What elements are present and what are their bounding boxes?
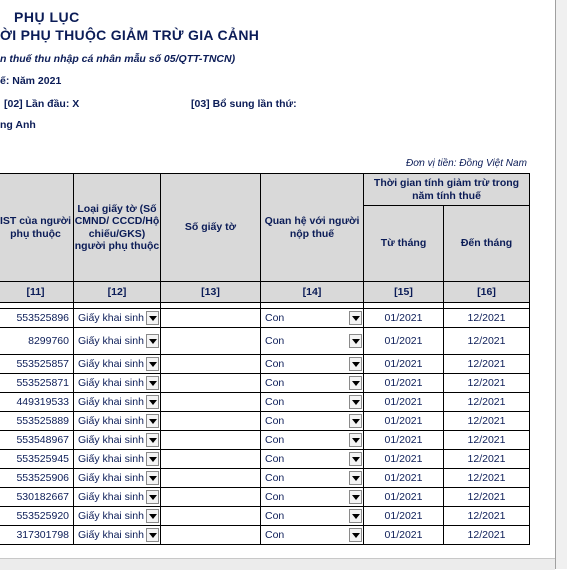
mst-cell[interactable]: 553548967: [0, 431, 74, 450]
doc-type-cell: [74, 393, 161, 412]
doc-type-cell: [74, 355, 161, 374]
relation-dropdown[interactable]: [261, 526, 363, 544]
table-row: [0, 309, 530, 328]
vertical-scrollbar[interactable]: [555, 0, 567, 569]
relation-value: Con: [265, 434, 285, 446]
relation-value: Con: [265, 510, 285, 522]
relation-dropdown[interactable]: [261, 469, 363, 487]
dropdown-arrow-icon[interactable]: [146, 433, 159, 447]
table-row: [0, 412, 530, 431]
mst-cell[interactable]: 553525906: [0, 469, 74, 488]
from-month-cell[interactable]: 01/2021: [364, 431, 444, 450]
doc-type-cell: [74, 374, 161, 393]
doc-no-cell[interactable]: [161, 507, 261, 526]
from-month-cell[interactable]: 01/2021: [364, 507, 444, 526]
relation-dropdown[interactable]: [261, 507, 363, 525]
relation-value: Con: [265, 472, 285, 484]
relation-cell: [261, 328, 364, 355]
mst-cell[interactable]: 553525920: [0, 507, 74, 526]
doc-type-cell: [74, 526, 161, 545]
doc-type-value: Giấy khai sinh: [78, 453, 144, 465]
doc-type-dropdown[interactable]: [74, 526, 160, 544]
table-row: [0, 488, 530, 507]
relation-value: Con: [265, 415, 285, 427]
relation-cell: [261, 374, 364, 393]
dropdown-arrow-icon[interactable]: [146, 471, 159, 485]
mst-cell[interactable]: 553525857: [0, 355, 74, 374]
from-month-cell[interactable]: 01/2021: [364, 526, 444, 545]
doc-type-cell: [74, 507, 161, 526]
table-row: [0, 526, 530, 545]
col-code: [11]: [0, 282, 74, 303]
doc-no-cell[interactable]: [161, 526, 261, 545]
appendix-label: PHỤ LỤC: [14, 9, 80, 25]
table-row: [0, 374, 530, 393]
doc-no-cell[interactable]: [161, 488, 261, 507]
doc-type-value: Giấy khai sinh: [78, 472, 144, 484]
doc-no-cell[interactable]: [161, 412, 261, 431]
dropdown-arrow-icon[interactable]: [349, 509, 362, 523]
doc-type-value: Giấy khai sinh: [78, 335, 144, 347]
mst-cell[interactable]: 553525871: [0, 374, 74, 393]
relation-cell: [261, 488, 364, 507]
dropdown-arrow-icon[interactable]: [349, 395, 362, 409]
mst-cell[interactable]: 8299760: [0, 328, 74, 355]
col-code: [12]: [74, 282, 161, 303]
relation-cell: [261, 412, 364, 431]
relation-dropdown[interactable]: [261, 332, 363, 350]
to-month-cell[interactable]: 12/2021: [444, 431, 530, 450]
mst-cell[interactable]: 553525945: [0, 450, 74, 469]
to-month-cell[interactable]: 12/2021: [444, 309, 530, 328]
doc-no-cell[interactable]: [161, 328, 261, 355]
dropdown-arrow-icon[interactable]: [146, 452, 159, 466]
col-code: [15]: [364, 282, 444, 303]
doc-no-cell[interactable]: [161, 450, 261, 469]
doc-type-value: Giấy khai sinh: [78, 312, 144, 324]
dropdown-arrow-icon[interactable]: [146, 311, 159, 325]
to-month-cell[interactable]: 12/2021: [444, 412, 530, 431]
col-code: [14]: [261, 282, 364, 303]
form-title: ỜI PHỤ THUỘC GIẢM TRỪ GIA CẢNH: [0, 27, 260, 43]
dropdown-arrow-icon[interactable]: [349, 334, 362, 348]
relation-cell: [261, 526, 364, 545]
doc-type-dropdown[interactable]: [74, 393, 160, 411]
doc-type-dropdown[interactable]: [74, 507, 160, 525]
to-month-cell[interactable]: 12/2021: [444, 393, 530, 412]
tax-period: ế: Năm 2021: [0, 75, 62, 87]
table-row: [0, 393, 530, 412]
relation-value: Con: [265, 529, 285, 541]
first-time-field: [02] Lần đầu: X: [4, 98, 80, 110]
relation-value: Con: [265, 377, 285, 389]
dropdown-arrow-icon[interactable]: [146, 414, 159, 428]
dropdown-arrow-icon[interactable]: [349, 357, 362, 371]
relation-value: Con: [265, 312, 285, 324]
relation-dropdown[interactable]: [261, 450, 363, 468]
doc-type-cell: [74, 431, 161, 450]
relation-dropdown[interactable]: [261, 355, 363, 373]
col-header-doc-no: Số giấy tờ: [161, 174, 261, 282]
relation-dropdown[interactable]: [261, 412, 363, 430]
doc-type-dropdown[interactable]: [74, 355, 160, 373]
doc-type-dropdown[interactable]: [74, 450, 160, 468]
mst-cell[interactable]: 553525889: [0, 412, 74, 431]
dropdown-arrow-icon[interactable]: [146, 490, 159, 504]
mst-cell[interactable]: 449319533: [0, 393, 74, 412]
doc-type-value: Giấy khai sinh: [78, 434, 144, 446]
col-header-from: Từ tháng: [364, 206, 444, 282]
col-header-relation: Quan hệ với người nộp thuế: [261, 174, 364, 282]
dropdown-arrow-icon[interactable]: [349, 414, 362, 428]
col-code: [16]: [444, 282, 530, 303]
from-month-cell[interactable]: 01/2021: [364, 412, 444, 431]
relation-value: Con: [265, 358, 285, 370]
relation-cell: [261, 309, 364, 328]
relation-value: Con: [265, 396, 285, 408]
to-month-cell[interactable]: 12/2021: [444, 450, 530, 469]
doc-type-dropdown[interactable]: [74, 431, 160, 449]
doc-type-dropdown[interactable]: [74, 332, 160, 350]
relation-dropdown[interactable]: [261, 309, 363, 327]
doc-type-value: Giấy khai sinh: [78, 396, 144, 408]
relation-cell: [261, 507, 364, 526]
relation-cell: [261, 431, 364, 450]
doc-type-dropdown[interactable]: [74, 469, 160, 487]
col-header-doc-type: Loại giấy tờ (Số CMND/ CCCD/Hộ chiếu/GKS) người phụ thuộc: [74, 174, 161, 282]
dropdown-arrow-icon[interactable]: [146, 528, 159, 542]
doc-type-dropdown[interactable]: [74, 488, 160, 506]
doc-type-cell: [74, 469, 161, 488]
relation-dropdown[interactable]: [261, 431, 363, 449]
relation-cell: [261, 469, 364, 488]
mst-cell[interactable]: 530182667: [0, 488, 74, 507]
doc-type-value: Giấy khai sinh: [78, 491, 144, 503]
from-month-cell[interactable]: 01/2021: [364, 393, 444, 412]
relation-value: Con: [265, 491, 285, 503]
relation-cell: [261, 450, 364, 469]
dropdown-arrow-icon[interactable]: [349, 311, 362, 325]
dropdown-arrow-icon[interactable]: [349, 376, 362, 390]
doc-type-cell: [74, 328, 161, 355]
supplement-field: [03] Bổ sung lần thứ:: [191, 98, 297, 110]
doc-type-value: Giấy khai sinh: [78, 358, 144, 370]
to-month-cell[interactable]: 12/2021: [444, 469, 530, 488]
table-row: [0, 355, 530, 374]
dropdown-arrow-icon[interactable]: [146, 334, 159, 348]
doc-type-cell: [74, 450, 161, 469]
currency-unit: Đơn vị tiền: Đồng Việt Nam: [406, 158, 527, 169]
doc-no-cell[interactable]: [161, 393, 261, 412]
relation-cell: [261, 355, 364, 374]
to-month-cell[interactable]: 12/2021: [444, 355, 530, 374]
from-month-cell[interactable]: 01/2021: [364, 328, 444, 355]
table-row: [0, 469, 530, 488]
relation-cell: [261, 393, 364, 412]
dropdown-arrow-icon[interactable]: [349, 452, 362, 466]
table-row: [0, 450, 530, 469]
dependents-table: [0, 173, 530, 545]
dropdown-arrow-icon[interactable]: [349, 471, 362, 485]
doc-type-dropdown[interactable]: [74, 309, 160, 327]
horizontal-scrollbar[interactable]: [0, 558, 555, 570]
col-header-mst: IST của người phụ thuộc: [0, 174, 74, 282]
dropdown-arrow-icon[interactable]: [349, 528, 362, 542]
relation-dropdown[interactable]: [261, 374, 363, 392]
from-month-cell[interactable]: 01/2021: [364, 374, 444, 393]
form-subtitle: n thuế thu nhập cá nhân mẫu số 05/QTT-TNCN): [0, 53, 236, 65]
doc-type-cell: [74, 309, 161, 328]
table-row: [0, 431, 530, 450]
to-month-cell[interactable]: 12/2021: [444, 526, 530, 545]
mst-cell[interactable]: 317301798: [0, 526, 74, 545]
relation-value: Con: [265, 453, 285, 465]
dropdown-arrow-icon[interactable]: [349, 433, 362, 447]
dropdown-arrow-icon[interactable]: [146, 357, 159, 371]
from-month-cell[interactable]: 01/2021: [364, 469, 444, 488]
relation-value: Con: [265, 335, 285, 347]
doc-type-cell: [74, 488, 161, 507]
from-month-cell[interactable]: 01/2021: [364, 309, 444, 328]
doc-type-value: Giấy khai sinh: [78, 510, 144, 522]
to-month-cell[interactable]: 12/2021: [444, 328, 530, 355]
doc-type-cell: [74, 412, 161, 431]
doc-type-value: Giấy khai sinh: [78, 529, 144, 541]
dropdown-arrow-icon[interactable]: [146, 395, 159, 409]
col-header-period: Thời gian tính giảm trừ trong năm tính thuế: [364, 174, 530, 206]
table-row: [0, 328, 530, 355]
to-month-cell[interactable]: 12/2021: [444, 507, 530, 526]
taxpayer-name: ng Anh: [0, 119, 36, 131]
doc-no-cell[interactable]: [161, 431, 261, 450]
relation-dropdown[interactable]: [261, 488, 363, 506]
doc-type-dropdown[interactable]: [74, 412, 160, 430]
col-code: [13]: [161, 282, 261, 303]
table-row: [0, 507, 530, 526]
doc-type-value: Giấy khai sinh: [78, 377, 144, 389]
table-body: [0, 309, 530, 545]
dropdown-arrow-icon[interactable]: [146, 509, 159, 523]
doc-no-cell[interactable]: [161, 309, 261, 328]
dropdown-arrow-icon[interactable]: [146, 376, 159, 390]
doc-no-cell[interactable]: [161, 469, 261, 488]
relation-dropdown[interactable]: [261, 393, 363, 411]
from-month-cell[interactable]: 01/2021: [364, 488, 444, 507]
mst-cell[interactable]: 553525896: [0, 309, 74, 328]
dropdown-arrow-icon[interactable]: [349, 490, 362, 504]
from-month-cell[interactable]: 01/2021: [364, 355, 444, 374]
doc-type-value: Giấy khai sinh: [78, 415, 144, 427]
doc-type-dropdown[interactable]: [74, 374, 160, 392]
from-month-cell[interactable]: 01/2021: [364, 450, 444, 469]
to-month-cell[interactable]: 12/2021: [444, 374, 530, 393]
doc-no-cell[interactable]: [161, 355, 261, 374]
col-header-to: Đến tháng: [444, 206, 530, 282]
doc-no-cell[interactable]: [161, 374, 261, 393]
to-month-cell[interactable]: 12/2021: [444, 488, 530, 507]
